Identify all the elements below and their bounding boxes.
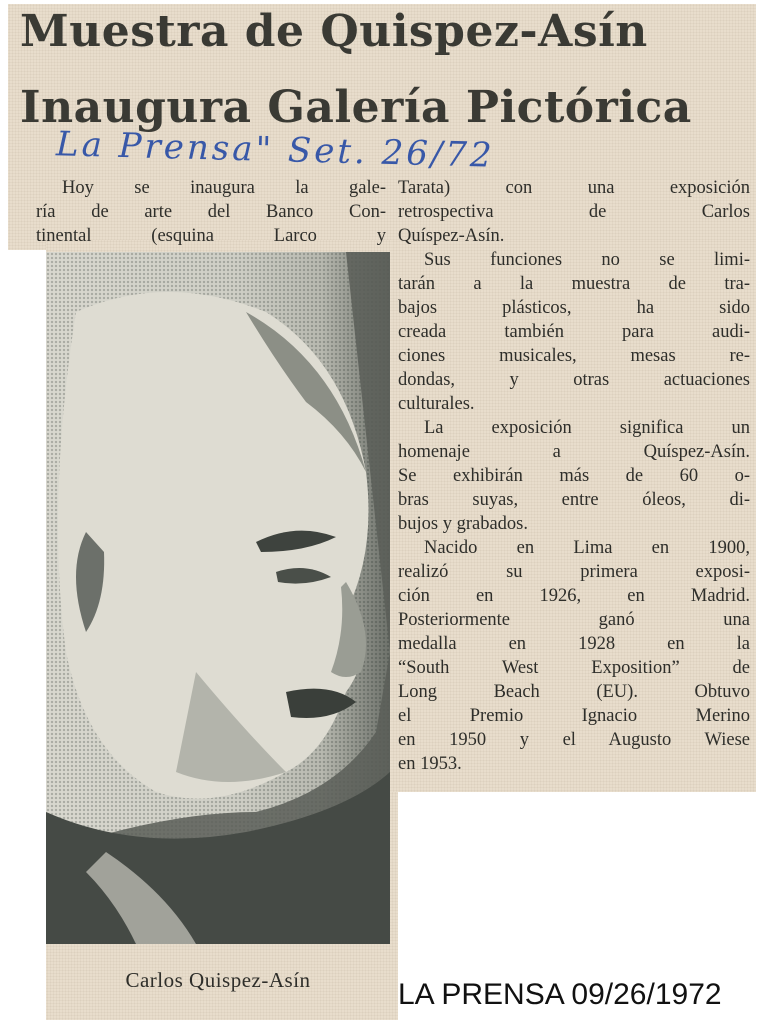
- article-line: bajos plásticos, ha sido: [398, 298, 750, 318]
- article-line: Sus funciones no se limi-: [424, 250, 750, 270]
- article-line: bujos y grabados.: [398, 514, 528, 534]
- article-line: retrospectiva de Carlos: [398, 202, 750, 222]
- article-column-left: [36, 176, 386, 248]
- article-line: bras suyas, entre óleos, di-: [398, 490, 750, 510]
- article-line: el Premio Ignacio Merino: [398, 706, 750, 726]
- article-line: medalla en 1928 en la: [398, 634, 750, 654]
- article-line: ciones musicales, mesas re-: [398, 346, 750, 366]
- article-line: en 1950 y el Augusto Wiese: [398, 730, 750, 750]
- portrait-photo: [46, 252, 390, 944]
- headline-line-1: Muestra de Quispez-Asín: [20, 6, 648, 57]
- headline-line-2: Inaugura Galería Pictórica: [20, 82, 692, 133]
- article-line: tinental (esquina Larco y: [36, 226, 386, 246]
- article-line: Quíspez-Asín.: [398, 226, 505, 246]
- source-date-label: LA PRENSA 09/26/1972: [398, 978, 722, 1011]
- article-line: realizó su primera exposi-: [398, 562, 750, 582]
- article-line: Posteriormente ganó una: [398, 610, 750, 630]
- article-line: Nacido en Lima en 1900,: [424, 538, 750, 558]
- article-line: “South West Exposition” de: [398, 658, 750, 678]
- article-line: Se exhibirán más de 60 o-: [398, 466, 750, 486]
- article-line: Hoy se inaugura la gale-: [62, 178, 386, 198]
- article-line: ría de arte del Banco Con-: [36, 202, 386, 222]
- article-line: creada también para audi-: [398, 322, 750, 342]
- portrait-halftone: [46, 252, 390, 944]
- article-line: tarán a la muestra de tra-: [398, 274, 750, 294]
- handwritten-date-note: La Prensa" Set. 26/72: [55, 124, 496, 176]
- article-column-right: [398, 176, 750, 776]
- article-line: homenaje a Quíspez-Asín.: [398, 442, 750, 462]
- article-line: Tarata) con una exposición: [398, 178, 750, 198]
- article-line: La exposición significa un: [424, 418, 750, 438]
- article-line: culturales.: [398, 394, 475, 414]
- article-line: Long Beach (EU). Obtuvo: [398, 682, 750, 702]
- photo-caption: Carlos Quispez-Asín: [125, 968, 311, 992]
- article-line: ción en 1926, en Madrid.: [398, 586, 750, 606]
- article-line: en 1953.: [398, 754, 462, 774]
- article-line: dondas, y otras actuaciones: [398, 370, 750, 390]
